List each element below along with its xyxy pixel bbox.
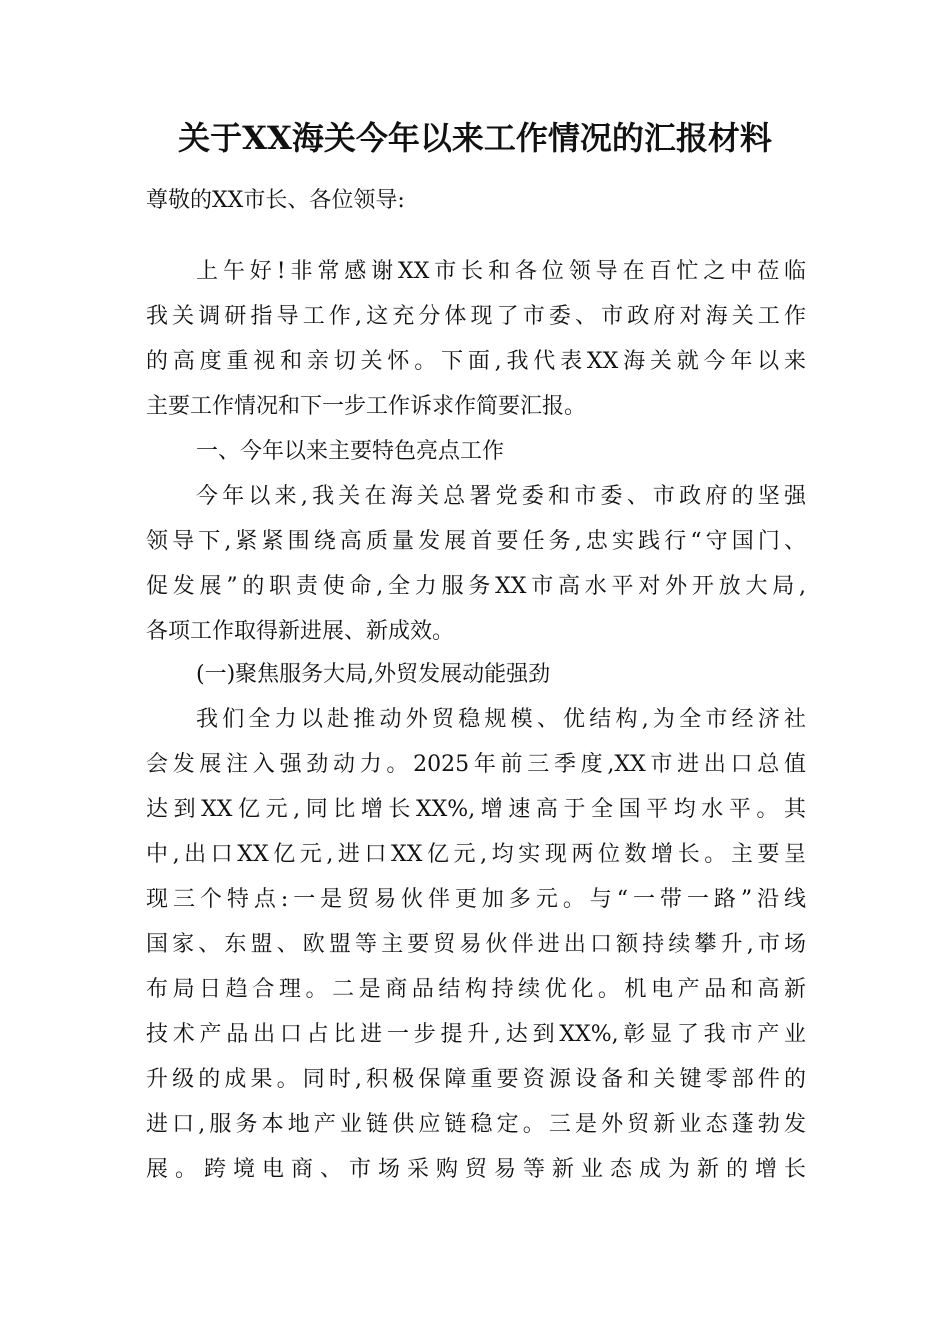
subsection1-line-8: 技术产品出口占比进一步提升,达到XX%,彰显了我市产业: [146, 1022, 806, 1047]
intro-line-2: 我关调研指导工作,这充分体现了市委、市政府对海关工作: [146, 304, 806, 329]
subsection1-line-3: 达到XX亿元,同比增长XX%,增速高于全国平均水平。其: [146, 797, 806, 822]
intro-line-4: 主要工作情况和下一步工作诉求作简要汇报。: [146, 394, 587, 419]
subsection1-line-2: 会发展注入强劲动力。2025年前三季度,XX市进出口总值: [146, 752, 806, 777]
section1-line-4: 各项工作取得新进展、新成效。: [146, 619, 455, 644]
subsection1-line-7: 布局日趋合理。二是商品结构持续优化。机电产品和高新: [146, 977, 806, 1002]
section1-line-3: 促发展”的职责使命,全力服务XX市高水平对外开放大局,: [146, 574, 806, 599]
subsection1-line-10: 进口,服务本地产业链供应链稳定。三是外贸新业态蓬勃发: [146, 1112, 806, 1137]
subsection1-line-9: 升级的成果。同时,积极保障重要资源设备和关键零部件的: [146, 1067, 806, 1092]
subsection1-line-6: 国家、东盟、欧盟等主要贸易伙伴进出口额持续攀升,市场: [146, 932, 806, 957]
subsection1-line-11: 展。跨境电商、市场采购贸易等新业态成为新的增长: [146, 1157, 806, 1182]
subsection-heading-1: (一)聚焦服务大局,外贸发展动能强劲: [196, 662, 551, 687]
salutation: 尊敬的XX市长、各位领导:: [146, 188, 405, 213]
intro-line-3: 的高度重视和亲切关怀。下面,我代表XX海关就今年以来: [146, 349, 806, 374]
subsection1-line-4: 中,出口XX亿元,进口XX亿元,均实现两位数增长。主要呈: [146, 842, 806, 867]
intro-line-1: 上午好!非常感谢XX市长和各位领导在百忙之中莅临: [196, 259, 806, 284]
subsection1-line-5: 现三个特点:一是贸易伙伴更加多元。与“一带一路”沿线: [146, 887, 806, 912]
subsection1-line-1: 我们全力以赴推动外贸稳规模、优结构,为全市经济社: [196, 707, 806, 732]
section1-line-1: 今年以来,我关在海关总署党委和市委、市政府的坚强: [196, 484, 806, 509]
section-heading-1: 一、今年以来主要特色亮点工作: [196, 439, 505, 464]
document-title: 关于XX海关今年以来工作情况的汇报材料: [178, 119, 772, 157]
section1-line-2: 领导下,紧紧围绕高质量发展首要任务,忠实践行“守国门、: [146, 529, 806, 554]
